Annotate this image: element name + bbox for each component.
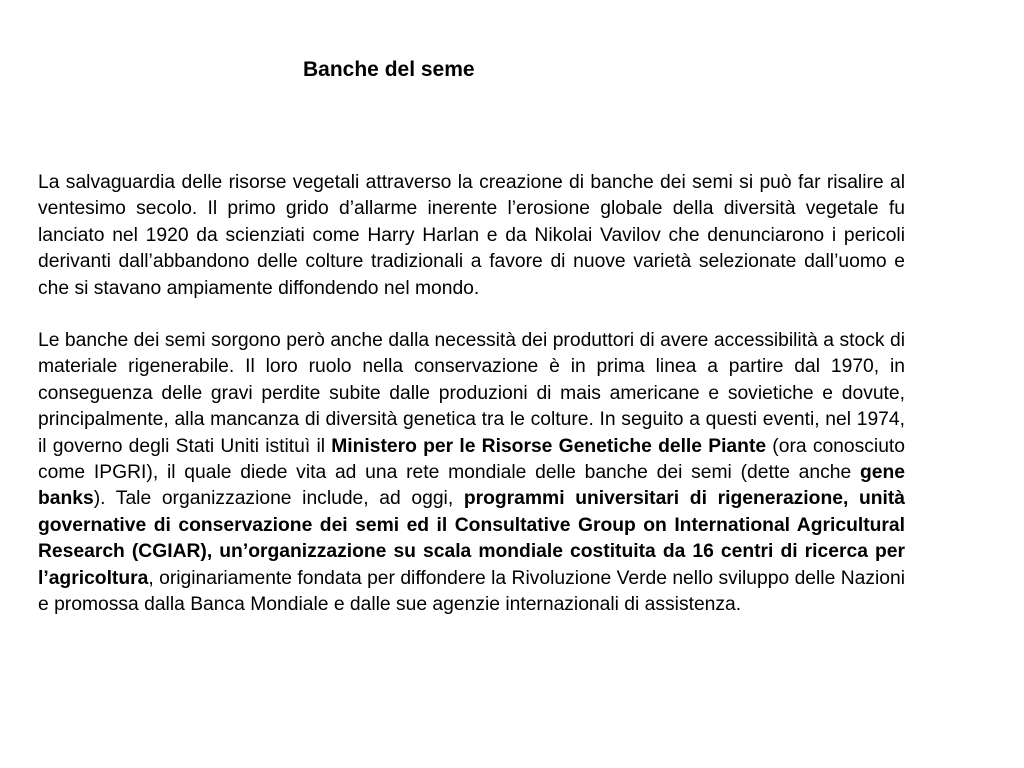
slide-title: Banche del seme (303, 58, 475, 81)
text-segment: , originariamente fondata per diffondere la Rivoluzione Verde nello sviluppo delle Nazioni e promossa dalla Banca Mondiale e dalle sue agenzie internazionali di assistenza. (38, 567, 905, 616)
paragraph-institutions (38, 328, 905, 618)
slide-body (38, 170, 905, 619)
text-segment: ). Tale organizzazione include, ad oggi, (93, 488, 464, 510)
bold-ministry-name: Ministero per le Risorse Genetiche delle Piante (331, 435, 767, 457)
bold-organizations-list: programmi universitari di rigenerazione, unità governative di conservazione dei semi ed il Consultative Group on International Agricultural Research (CGIAR), un’organizzazione su scala mondiale costituita da 16 centri di ricerca per l’agricoltura (38, 488, 906, 589)
bold-gene-banks: gene banks (38, 462, 905, 510)
paragraph-history (38, 170, 905, 302)
text-segment: La salvaguardia delle risorse vegetali attraverso la creazione di banche dei semi si può far risalire al ventesimo secolo. Il primo grido d’allarme inerente l’erosione globale della diversità vegetale fu lanciato nel 1920 da scienziati come Harry Harlan e da Nikolai Vavilov che denunciarono i pericoli derivanti dall’abbandono delle colture tradizionali a favore di nuove varietà selezionate dall’uomo e che si stavano ampiamente diffondendo nel mondo. (38, 172, 905, 299)
text-segment: Le banche dei semi sorgono però anche dalla necessità dei produttori di avere accessibilità a stock di materiale rigenerabile. Il loro ruolo nella conservazione è in prima linea a partire dal 1970, in conseguenza delle gravi perdite subite dalle produzioni di mais americane e sovietiche e dovute, principalmente, alla mancanza di diversità genetica tra le colture. In seguito a questi eventi, nel 1974, il governo degli Stati Uniti istituì il (38, 330, 905, 457)
text-segment: (ora conosciuto come IPGRI), il quale diede vita ad una rete mondiale delle banche dei semi (dette anche (38, 435, 905, 484)
